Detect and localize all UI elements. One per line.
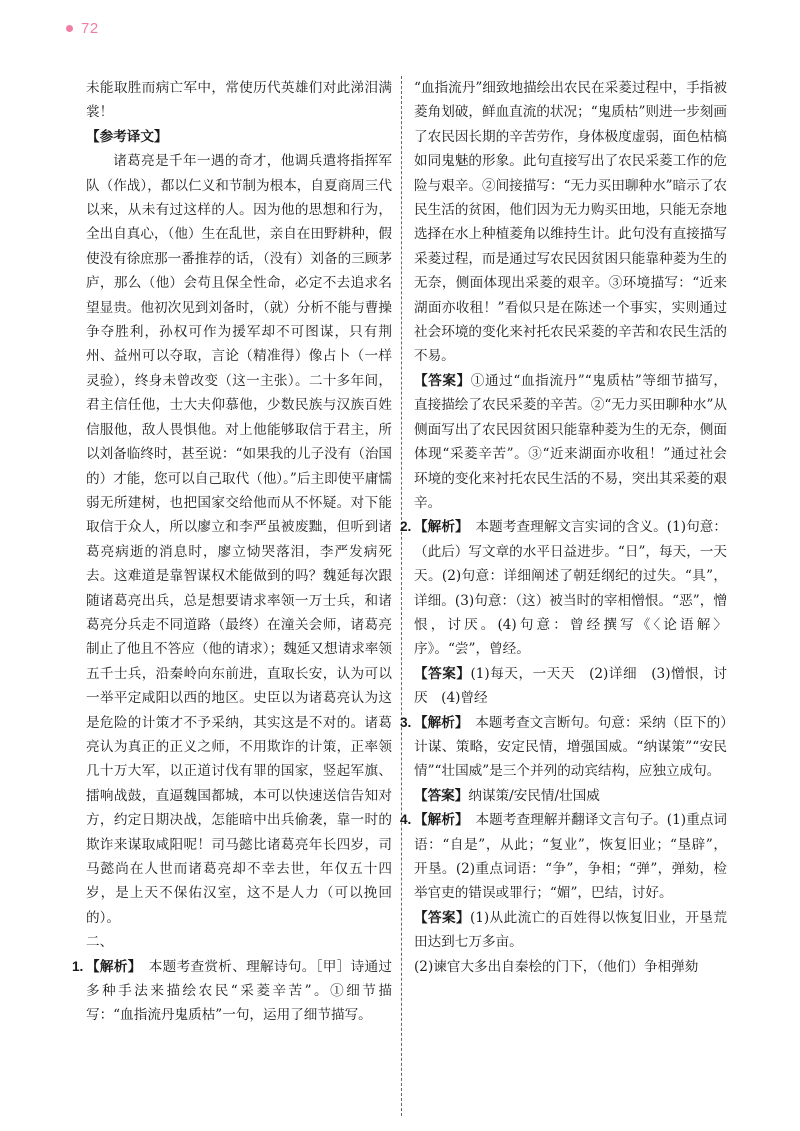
- question-4-analysis: [400, 808, 727, 906]
- answer-tag: 【答案】: [414, 665, 471, 681]
- analysis-tag: 【解析】: [414, 714, 462, 730]
- answer-2: [414, 662, 727, 711]
- analysis-tag: 【解析】: [414, 812, 462, 828]
- question-1-analysis: [72, 955, 393, 1028]
- right-column: [400, 76, 727, 979]
- reference-translation-tag: 【参考译文】: [86, 128, 168, 144]
- answer-text: (1)每天，一天天 (2)详细 (3)憎恨，讨厌 (4)曾经: [414, 665, 727, 707]
- question-3-analysis: [400, 711, 727, 784]
- page-marker-dot: [66, 25, 73, 32]
- answer-tag: 【答案】: [414, 787, 469, 803]
- question-number: 2.: [400, 519, 412, 535]
- analysis-text: 本题考查赏析、理解诗句。［甲］诗通过多种手法来描绘农民“采菱辛苦”。①细节描写：“血指流丹鬼质枯”一句，运用了细节描写。: [86, 958, 393, 1024]
- reference-translation-text: 诸葛亮是千年一遇的奇才，他调兵遣将指挥军队（作战），都以仁义和节制为根本，自夏商周三代以来，从未有过这样的人。因为他的思想和行为，全出自真心，（他）生在乱世，亲自在田野耕种，假使没有徐庶那一番推荐的话，（没有）刘备的三顾茅庐，那么（他）会苟且保全性命，必定不去追求名望显贵。他初次见到刘备时，（就）分析不能与曹操争夺胜利，孙权可作为援军却不可图谋，只有荆州、益州可以夺取，言论（精准得）像占卜（一样灵验），终身未曾改变（这一主张）。二十多年间，君主信任他，士大夫仰慕他，少数民族与汉族百姓信服他，敌人畏惧他。对上他能够取信于君主，所以刘备临终时，甚至说：“如果我的儿子没有（治国的）才能，您可以自己取代（他）。”后主即使平庸懦弱无所建树，也把国家交给他而从不怀疑。对下能取信于众人，所以廖立和李严虽被废黜，但听到诸葛亮病逝的消息时，廖立恸哭落泪，李严发病死去。这难道是靠智谋权术能做到的吗？魏延每次跟随诸葛亮出兵，总是想要请求率领一万士兵，和诸葛亮分兵走不同道路（最终）在潼关会师，诸葛亮制止了他且不答应（他的请求）；魏延又想请求率领五千士兵，沿秦岭向东前进，直取长安，认为可以一举平定咸阳以西的地区。史臣以为诸葛亮认为这是危险的计策才不予采纳，其实这是不对的。诸葛亮认为真正的正义之师，不用欺诈的计策，正率领几十万大军，以正道讨伐有罪的国家，竖起军旗、擂响战鼓，直逼魏国都城，本可以快速送信告知对方，约定日期决战，怎能暗中出兵偷袭，靠一时的欺诈来谋取咸阳呢！司马懿比诸葛亮年长四岁，司马懿尚在人世而诸葛亮却不幸去世，年仅五十四岁，是上天不保佑汉室，这不是人力（可以挽回的）。: [86, 153, 393, 926]
- analysis-text: 本题考查理解并翻译文言句子。(1)重点词语：“自是”，从此；“复业”，恢复旧业；“垦辟”，开垦。(2)重点词语：“争”，争相；“弹”，弹劾，检举官吏的错误或罪行；“媚”，巴结，讨好。: [414, 812, 727, 902]
- question-number: 4.: [400, 812, 412, 828]
- analysis-continuation: “血指流丹”细致地描绘出农民在采菱过程中，手指被菱角划破，鲜血直流的状况；“鬼质枯”则进一步刻画了农民因长期的辛苦劳作，身体极度虚弱，面色枯槁如同鬼魅的形象。此句直接写出了农民采菱工作的危险与艰辛。②间接描写：“无力买田聊种水”暗示了农民生活的贫困，他们因为无力购买田地，只能无奈地选择在水上种植菱角以维持生计。此句没有直接描写采菱过程，而是通过写农民因贫困只能靠种菱为生的无奈，侧面体现出采菱的艰辛。③环境描写：“近来湖面亦收租！”看似只是在陈述一个事实，实则通过社会环境的变化来衬托农民采菱的辛苦和农民生活的不易。: [414, 80, 727, 365]
- analysis-text: 本题考查文言断句。句意：采纳（臣下的）计谋、策略，安定民情，增强国威。“纳谋策”“安民情”“壮国威”是三个并列的动宾结构，应独立成句。: [414, 714, 727, 780]
- paragraph-continuation: 未能取胜而病亡军中，常使历代英雄们对此涕泪满裳！: [86, 80, 392, 121]
- answer-tag: 【答案】: [414, 909, 470, 925]
- page-header: [66, 20, 99, 37]
- analysis-tag: 【解析】: [414, 519, 462, 535]
- left-column: [72, 76, 393, 1028]
- analysis-tag: 【解析】: [86, 958, 135, 974]
- answer-text: ①通过“血指流丹”“鬼质枯”等细节描写，直接描绘了农民采菱的辛苦。②“无力买田聊种水”从侧面写出了农民因贫困只能靠种菱为生的无奈，侧面体现“采菱辛苦”。③“近来湖面亦收租！”通过社会环境的变化来衬托农民生活的不易，突出其采菱的艰辛。: [414, 372, 727, 511]
- question-number: 3.: [400, 714, 412, 730]
- answer-tag: 【答案】: [414, 372, 471, 388]
- answer-4: [414, 906, 727, 955]
- answer-3: [414, 784, 727, 808]
- answer-1: [414, 369, 727, 515]
- column-divider: [401, 76, 402, 1116]
- question-2-analysis: [400, 515, 727, 661]
- question-number: 1.: [72, 958, 84, 974]
- section-heading: 二、: [86, 934, 114, 951]
- answer-text: (1)从此流亡的百姓得以恢复旧业，开垦荒田达到七万多亩。: [414, 909, 727, 951]
- page-number: 72: [81, 20, 99, 37]
- answer-4-continued: (2)谏官大多出自秦桧的门下，（他们）争相弹劾: [414, 958, 699, 975]
- analysis-text: 本题考查理解文言实词的含义。(1)句意：（此后）写文章的水平日益进步。“日”，每天，一天天。(2)句意：详细阐述了朝廷纲纪的过失。“具”，详细。(3)句意：（这）被当时的宰相憎恨。“恶”，憎恨，讨厌。(4)句意：曾经撰写《〈论语解〉序》。“尝”，曾经。: [414, 519, 727, 658]
- answer-text: 纳谋策/安民情/壮国威: [468, 787, 600, 804]
